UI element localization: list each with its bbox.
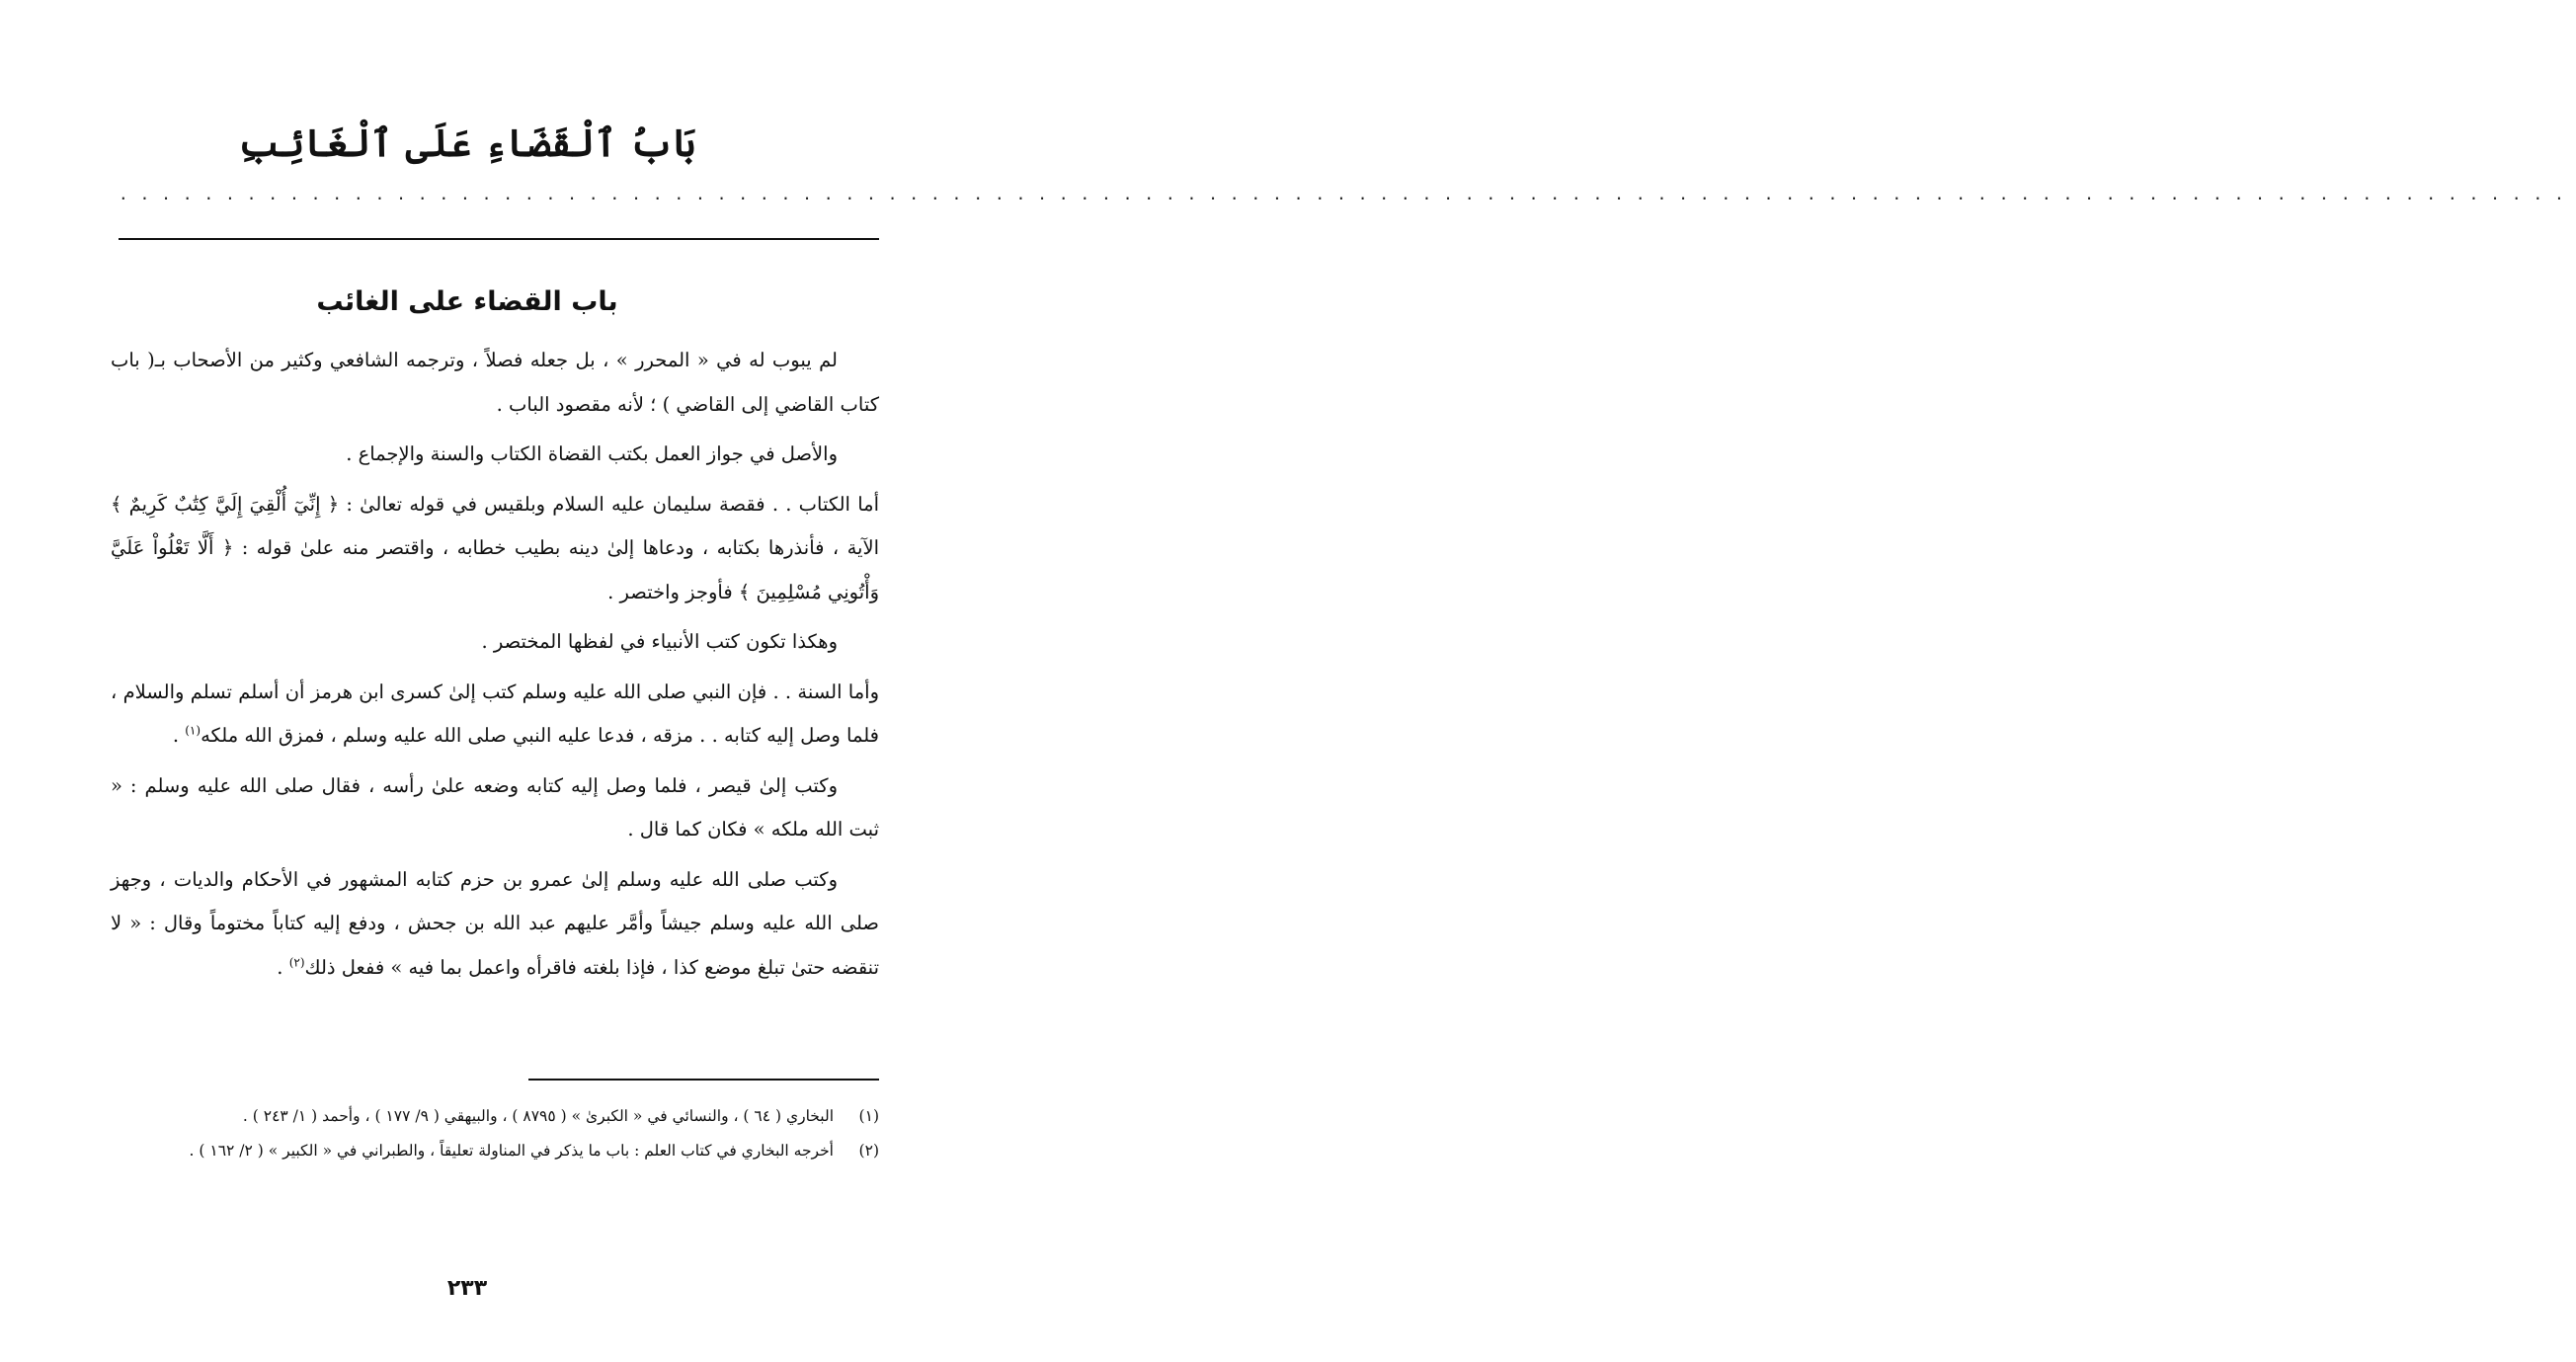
paragraph: والأصل في جواز العمل بكتب القضاة الكتاب والسنة والإجماع . bbox=[346, 442, 838, 465]
footnote-ref-2: (٢) bbox=[288, 955, 305, 969]
footnotes bbox=[111, 1101, 879, 1170]
footnote-ref-1: (١) bbox=[185, 723, 201, 738]
paragraph-with-footnote bbox=[111, 671, 879, 759]
footnote-number: (١) bbox=[858, 1107, 879, 1125]
footnote-number: (٢) bbox=[858, 1142, 879, 1160]
paragraph-end: . bbox=[277, 955, 289, 979]
footnote-text: أخرجه البخاري في كتاب العلم : باب ما يذكر في المناولة تعليقاً ، والطبراني في « الكبير » ( ٢/ ١٦٢ ) . bbox=[189, 1142, 834, 1160]
dotted-separator: ................................................................................................................... bbox=[119, 185, 2576, 203]
footnote-text: البخاري ( ٦٤ ) ، والنسائي في « الكبرىٰ » ( ٨٧٩٥ ) ، والبيهقي ( ٩/ ١٧٧ ) ، وأحمد ( ١/ ٢٤٣ ) . bbox=[242, 1107, 834, 1125]
section-heading: باب القضاء على الغائب bbox=[316, 286, 618, 317]
paragraph-with-footnote bbox=[111, 858, 879, 991]
paragraph: لم يبوب له في « المحرر » ، بل جعله فصلاً ، وترجمه الشافعي وكثير من الأصحاب بـ( باب كتاب القاضي إلى القاضي ) ؛ لأنه مقصود الباب . bbox=[111, 349, 879, 416]
footnote bbox=[111, 1136, 879, 1166]
paragraph: وكتب إلىٰ قيصر ، فلما وصل إليه كتابه وضعه علىٰ رأسه ، فقال صلى الله عليه وسلم : « ثبت الله ملكه » فكان كما قال . bbox=[111, 773, 879, 841]
footnote bbox=[111, 1101, 879, 1132]
page-number: ٢٣٣ bbox=[446, 1276, 488, 1301]
paragraph: أما الكتاب . . فقصة سليمان عليه السلام وبلقيس في قوله تعالىٰ : ﴿ إِنِّيٓ أُلْقِيَ إِلَيَّ كِتَٰبٌ كَرِيمٌ ﴾ الآية ، فأنذرها بكتابه ، ودعاها إلىٰ دينه بطيب خطابه ، واقتصر منه علىٰ قوله : ﴿ أَلَّا تَعْلُواْ عَلَيَّ وَأْتُونِي مُسْلِمِينَ ﴾ فأوجز واختصر . bbox=[111, 492, 879, 603]
paragraph-end: . bbox=[172, 724, 186, 747]
footnote-separator bbox=[528, 1079, 879, 1081]
horizontal-rule bbox=[119, 238, 879, 240]
paragraph: وهكذا تكون كتب الأنبياء في لفظها المختصر . bbox=[481, 630, 838, 653]
body-text bbox=[111, 339, 879, 996]
paragraph-text: وكتب صلى الله عليه وسلم إلىٰ عمرو بن حزم كتابه المشهور في الأحكام والديات ، وجهز صلى الله عليه وسلم جيشاً وأمَّر عليهم عبد الله بن جحش ، ودفع إليه كتاباً مختوماً وقال : « لا تنقضه حتىٰ تبلغ موضع كذا ، فإذا بلغته فاقرأه واعمل بما فيه » ففعل ذلك bbox=[111, 867, 879, 979]
paragraph-text: وأما السنة . . فإن النبي صلى الله عليه وسلم كتب إلىٰ كسرى ابن هرمز أن أسلم تسلم والسلام ، فلما وصل إليه كتابه . . مزقه ، فدعا عليه النبي صلى الله عليه وسلم ، فمزق الله ملكه bbox=[111, 680, 879, 747]
chapter-title: بَابُ ٱلْقَضَاءِ عَلَى ٱلْغَائِبِ bbox=[238, 120, 696, 165]
